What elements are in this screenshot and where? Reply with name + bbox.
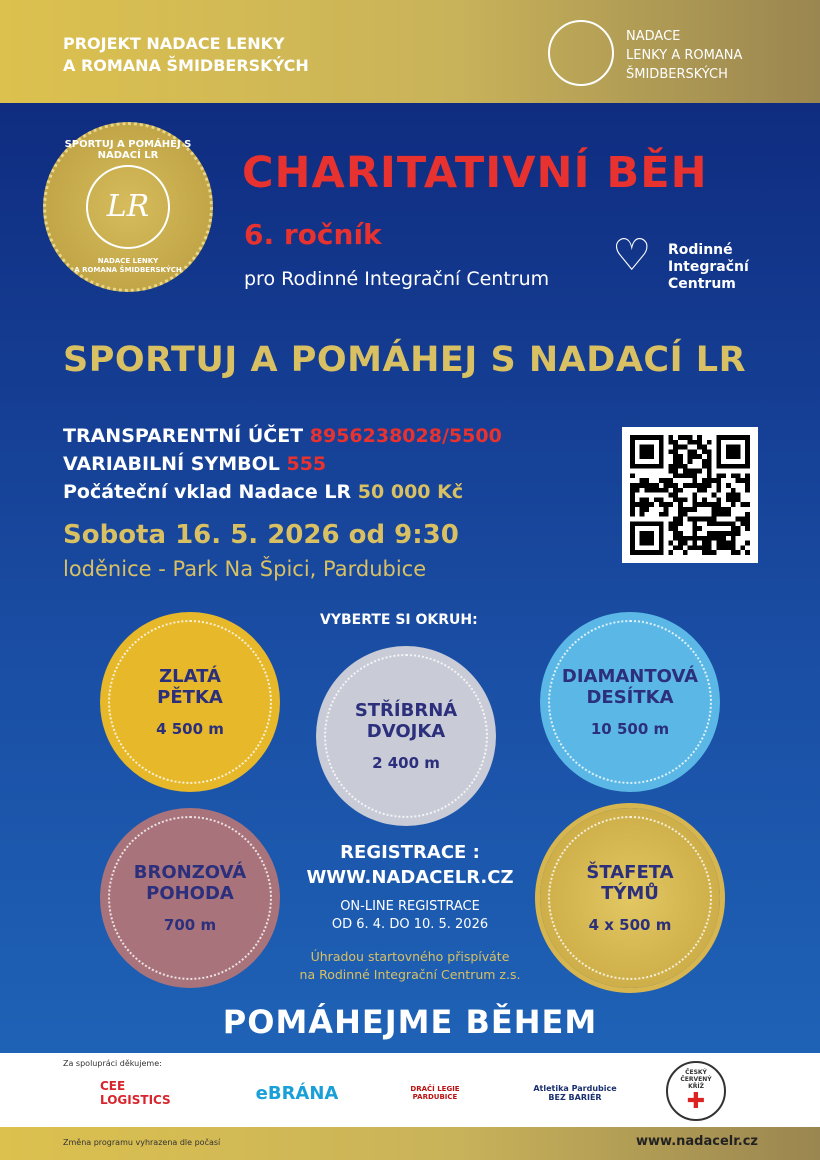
seal-logo-icon: LR xyxy=(86,165,170,249)
course-name: POHODA xyxy=(146,883,234,904)
sponsor-red-cross xyxy=(666,1061,726,1121)
course-name: DIAMANTOVÁ xyxy=(561,666,699,687)
seal-badge xyxy=(43,122,213,292)
online-registration: ON-LINE REGISTRACE xyxy=(340,899,480,914)
seal-line: A ROMANA ŠMIDBERSKÝCH xyxy=(74,266,182,274)
red-cross-icon: ✚ xyxy=(686,1088,706,1114)
ric-line: Integrační xyxy=(668,259,749,275)
seal-top-text: SPORTUJ A POMÁHEJ S NADACÍ LR xyxy=(64,139,192,161)
event-title: CHARITATIVNÍ BĚH xyxy=(242,148,708,198)
seal-bottom-text xyxy=(46,257,210,275)
course-name: DESÍTKA xyxy=(586,687,674,708)
website-link[interactable]: www.nadacelr.cz xyxy=(636,1134,758,1149)
foundation-name xyxy=(626,27,742,84)
course-distance: 4 500 m xyxy=(156,720,224,738)
course-name: ŠTAFETA xyxy=(586,862,674,883)
sponsor-draci-legie: DRAČÍ LEGIE PARDUBICE xyxy=(410,1085,460,1101)
account-label: TRANSPARENTNÍ ÚČET xyxy=(63,425,304,447)
registration-link[interactable]: WWW.NADACELR.CZ xyxy=(306,867,514,888)
beneficiary: pro Rodinné Integrační Centrum xyxy=(244,268,550,290)
qr-code[interactable] xyxy=(622,427,758,563)
foundation-logo-icon xyxy=(548,20,614,86)
course-diamond xyxy=(540,612,720,792)
project-title xyxy=(63,33,309,77)
heart-icon: ♡ xyxy=(612,230,652,281)
event-place: loděnice - Park Na Špici, Pardubice xyxy=(63,557,427,581)
sponsor-cee-logistics: CEE LOGISTICS xyxy=(100,1079,171,1107)
header-band xyxy=(0,0,820,103)
disclaimer: Změna programu vyhrazena dle počasí xyxy=(63,1138,221,1147)
org-line: ŠMIDBERSKÝCH xyxy=(626,67,728,82)
course-name: BRONZOVÁ xyxy=(133,862,247,883)
registration-label: REGISTRACE : xyxy=(340,842,480,863)
bottom-band xyxy=(0,1127,820,1160)
sponsors-thanks: Za spolupráci děkujeme: xyxy=(63,1059,162,1068)
footer-slogan: POMÁHEJME BĚHEM xyxy=(222,1003,598,1041)
course-bronze xyxy=(100,808,280,988)
project-line: A ROMANA ŠMIDBERSKÝCH xyxy=(63,56,309,75)
slogan: SPORTUJ A POMÁHEJ S NADACÍ LR xyxy=(63,340,747,380)
vs-label: VARIABILNÍ SYMBOL xyxy=(63,453,280,475)
course-name: STŘÍBRNÁ xyxy=(354,700,458,721)
course-name: ZLATÁ xyxy=(159,666,221,687)
course-distance: 700 m xyxy=(163,916,217,934)
course-distance: 2 400 m xyxy=(372,754,440,772)
edition: 6. ročník xyxy=(244,218,382,251)
deposit-label: Počáteční vklad Nadace LR xyxy=(63,481,352,503)
course-silver xyxy=(316,646,496,826)
ric-line: Centrum xyxy=(668,276,736,292)
payment-info xyxy=(63,422,502,506)
course-distance: 4 x 500 m xyxy=(588,916,672,934)
course-gold xyxy=(100,612,280,792)
fee-note: Úhradou startovného přispíváte xyxy=(310,949,510,964)
org-line: LENKY A ROMANA xyxy=(626,48,743,63)
course-name: TÝMŮ xyxy=(601,883,659,904)
seal-line: NADACE LENKY xyxy=(97,257,159,265)
fee-note: na Rodinné Integrační Centrum z.s. xyxy=(299,967,521,982)
red-cross-name: ČESKÝ ČERVENÝ KŘÍŽ xyxy=(680,1068,712,1090)
ric-line: Rodinné xyxy=(668,242,733,258)
course-relay xyxy=(540,808,720,988)
vs-value: 555 xyxy=(286,453,327,475)
courses-heading: VYBERTE SI OKRUH: xyxy=(320,612,478,628)
deposit-value: 50 000 Kč xyxy=(357,481,464,503)
org-line: NADACE xyxy=(626,29,681,44)
course-name: DVOJKA xyxy=(366,721,446,742)
project-line: PROJEKT NADACE LENKY xyxy=(63,34,285,53)
sponsors-band xyxy=(0,1053,820,1127)
course-distance: 10 500 m xyxy=(590,720,670,738)
registration-dates: OD 6. 4. DO 10. 5. 2026 xyxy=(331,917,489,932)
registration xyxy=(290,840,530,984)
account-number: 8956238028/5500 xyxy=(309,425,502,447)
course-name: PĚTKA xyxy=(157,687,223,708)
sponsor-bez-barier: Atletika Pardubice BEZ BARIÉR xyxy=(533,1084,617,1102)
event-date: Sobota 16. 5. 2026 od 9:30 xyxy=(63,520,459,550)
sponsor-ebrana: eBRÁNA xyxy=(255,1082,339,1104)
